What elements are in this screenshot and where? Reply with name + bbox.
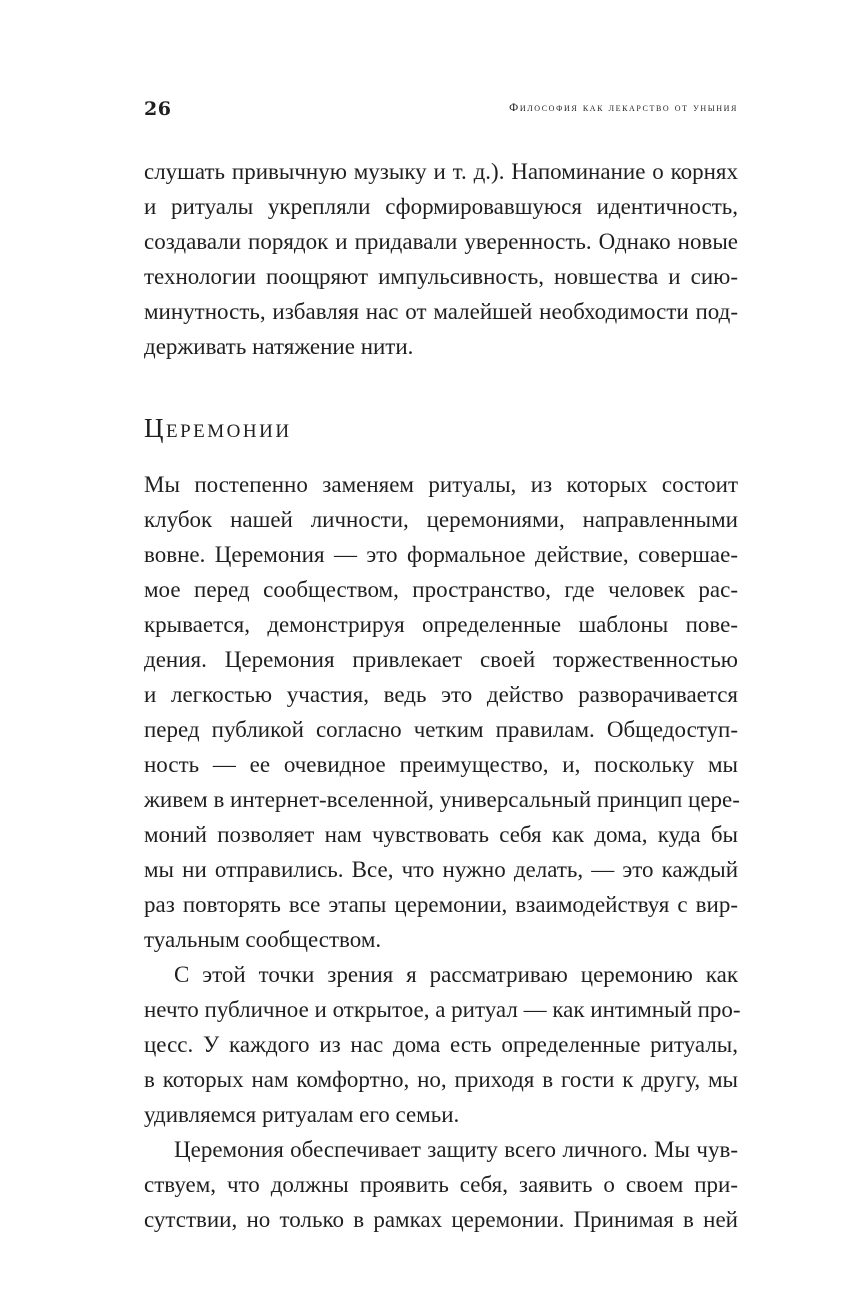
text-line: держивать натяжение нити. [144,334,414,359]
text-line: Мы постепенно заменяем ритуалы, из которых состоит [144,472,738,497]
text-line: мы ни отправились. Все, что нужно делать, — это каждый [144,857,738,882]
text-line: клубок нашей личности, церемониями, направленными [144,507,738,532]
text-line: дения. Церемония привлекает своей торжественностью [144,647,738,672]
text-line: цесс. У каждого из нас дома есть определенные ритуалы, [144,1032,738,1057]
text-line: моний позволяет нам чувствовать себя как дома, куда бы [144,822,738,847]
text-line: живем в интернет-вселенной, универсальный принцип цере- [144,787,740,812]
text-line: крывается, демонстрируя определенные шаблоны пове- [144,612,738,637]
text-line: вовне. Церемония — это формальное действие, совершае- [144,542,738,567]
text-line: технологии поощряют импульсивность, новшества и сию- [144,264,738,289]
text-line: нечто публичное и открытое, а ритуал — как интимный про- [144,997,741,1022]
text-line: и ритуалы укрепляли сформировавшуюся идентичность, [144,194,738,219]
text-line: туальным сообществом. [144,927,382,952]
text-line: сутствии, но только в рамках церемонии. Принимая в ней [144,1207,738,1232]
text-line: С этой точки зрения я рассматриваю церемонию как [174,962,738,987]
text-line: создавали порядок и придавали уверенность. Однако новые [144,229,738,254]
page-number: 26 [144,98,172,120]
section-heading: Церемонии [144,413,292,443]
text-line: перед публикой согласно четким правилам. Общедоступ- [144,717,738,742]
text-line: раз повторять все этапы церемонии, взаимодействуя с вир- [144,892,738,917]
text-line: мое перед сообществом, пространство, где человек рас- [144,577,738,602]
text-line: Церемония обеспечивает защиту всего личного. Мы чув- [174,1137,738,1162]
text-line: слушать привычную музыку и т. д.). Напоминание о корнях [144,159,738,184]
text-line: ность — ее очевидное преимущество, и, поскольку мы [144,752,738,777]
text-line: и легкостью участия, ведь это действо разворачивается [144,682,738,707]
running-head: Философия как лекарство от уныния [509,102,738,114]
text-line: минутность, избавляя нас от малейшей необходимости под- [144,299,738,324]
text-line: в которых нам комфортно, но, приходя в гости к другу, мы [144,1067,738,1092]
text-line: ствуем, что должны проявить себя, заявить о своем при- [144,1172,738,1197]
text-line: удивляемся ритуалам его семьи. [144,1102,460,1127]
